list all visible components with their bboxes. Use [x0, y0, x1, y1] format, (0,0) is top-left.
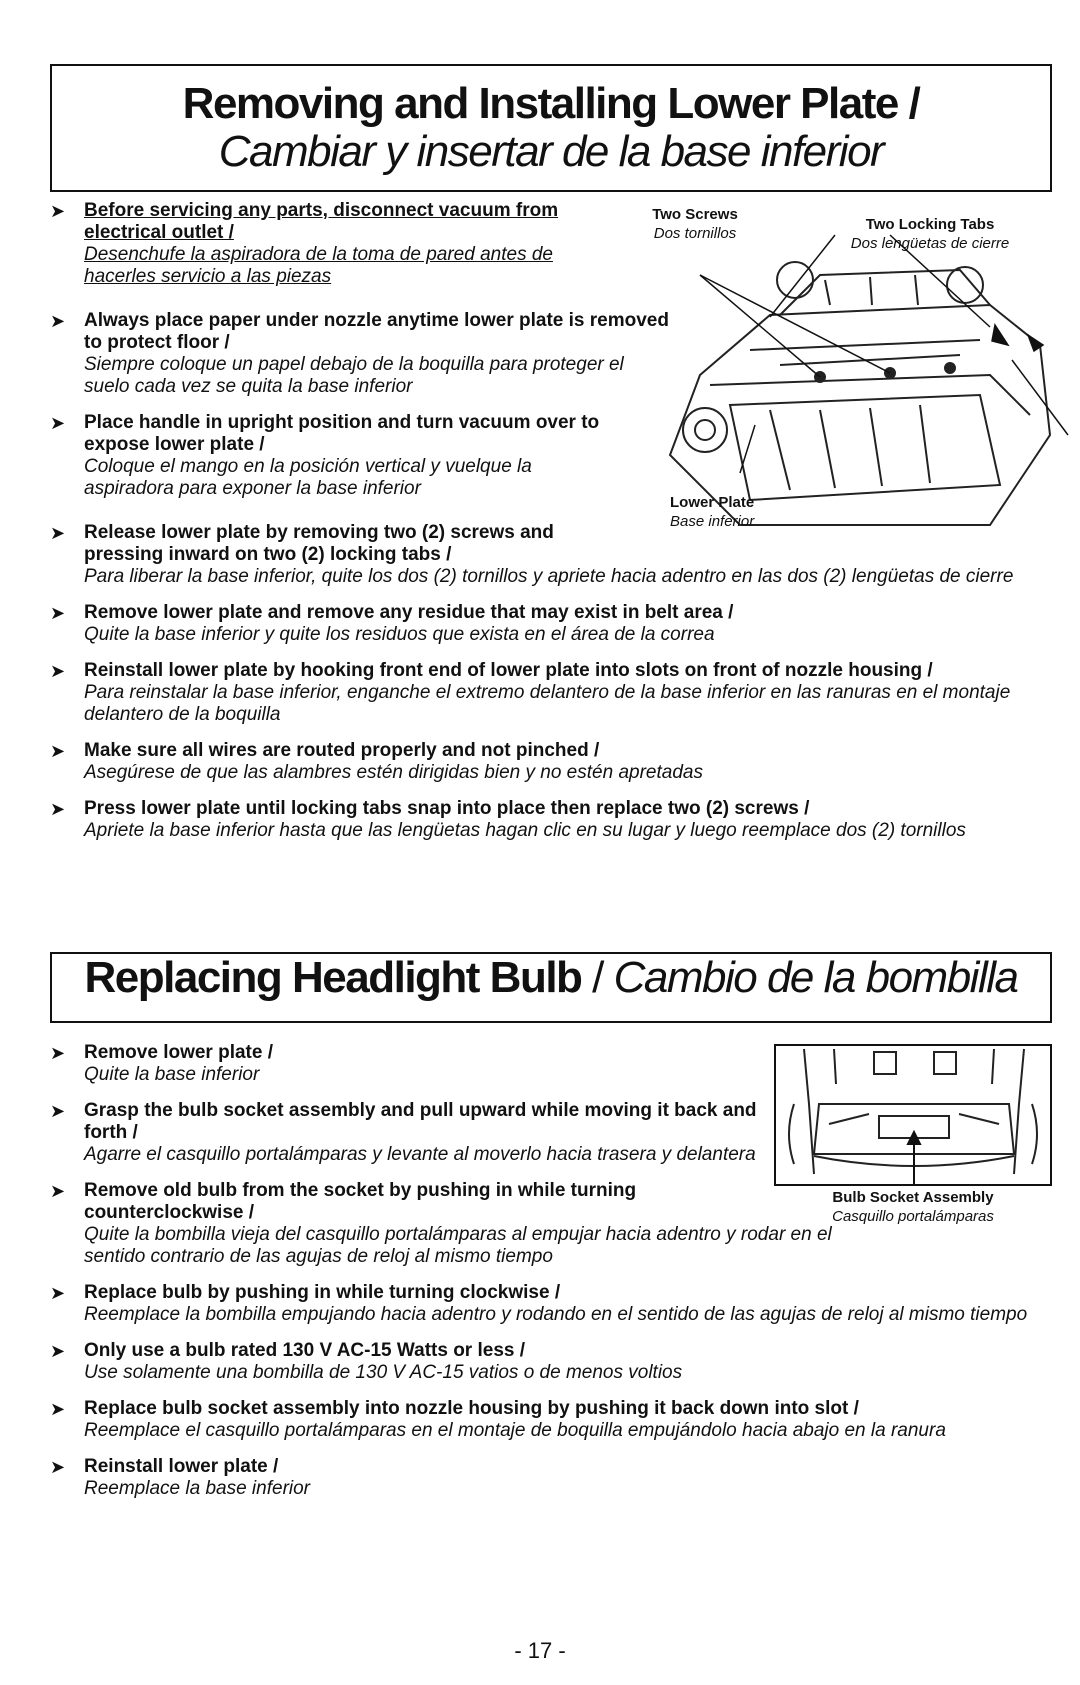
- bulb-socket-illustration: [774, 1044, 1052, 1186]
- step-en: Remove old bulb from the socket by pushing in while turning counterclockwise /: [84, 1180, 637, 1223]
- screws-label: [650, 205, 740, 243]
- arrow-bullet-icon: ➤: [50, 1399, 66, 1419]
- locking-tabs-label-en: Two Locking Tabs: [865, 216, 995, 233]
- step-es: Coloque el mango en la posición vertical y vuelque la aspiradora para exponer la base inferior: [84, 456, 532, 499]
- step-es: Use solamente una bombilla de 130 V AC-15 vatios o de menos voltios: [84, 1362, 683, 1383]
- arrow-bullet-icon: ➤: [50, 603, 66, 623]
- step-en: Only use a bulb rated 130 V AC-15 Watts or less /: [84, 1340, 526, 1361]
- arrow-bullet-icon: ➤: [50, 1101, 66, 1121]
- step-reinstall-plate: [50, 660, 1040, 726]
- arrow-bullet-icon: ➤: [50, 311, 66, 331]
- step-es: Quite la base inferior: [84, 1064, 260, 1085]
- step-es: Reemplace la base inferior: [84, 1478, 311, 1499]
- bulb-socket-label-es: Casquillo portalámparas: [832, 1208, 994, 1225]
- step-en: Release lower plate by removing two (2) screws and pressing inward on two (2) locking tabs /: [84, 522, 554, 565]
- step-en: Reinstall lower plate by hooking front end of lower plate into slots on front of nozzle housing /: [84, 660, 933, 681]
- lower-plate-steps-bottom: [50, 522, 1040, 842]
- step-es: Quite la base inferior y quite los residuos que exista en el área de la correa: [84, 624, 715, 645]
- arrow-bullet-icon: ➤: [50, 741, 66, 761]
- title-english: Replacing Headlight Bulb: [84, 953, 582, 1002]
- step-es: Siempre coloque un papel debajo de la boquilla para proteger el suelo cada vez se quita la base inferior: [84, 354, 624, 397]
- arrow-bullet-icon: ➤: [50, 1283, 66, 1303]
- step-en: Press lower plate until locking tabs snap into place then replace two (2) screws /: [84, 798, 810, 819]
- step-replace-socket: [50, 1398, 1050, 1442]
- step-en: Remove lower plate /: [84, 1042, 274, 1063]
- step-bulb-rating: [50, 1340, 1050, 1384]
- step-en: Replace bulb by pushing in while turning clockwise /: [84, 1282, 561, 1303]
- arrow-bullet-icon: ➤: [50, 1181, 66, 1201]
- title-spanish: Cambiar y insertar de la base inferior: [218, 127, 884, 176]
- step-es: Para reinstalar la base inferior, enganche el extremo delantero de la base inferior en las ranuras en el montaje delantero de la boquilla: [84, 682, 1011, 725]
- lower-plate-steps-top: [50, 200, 672, 514]
- screws-label-en: Two Screws: [652, 206, 738, 223]
- lower-plate-label-es: Base inferior: [670, 513, 755, 530]
- step-es: Reemplace el casquillo portalámparas en el montaje de boquilla empujándolo hacia abajo en la ranura: [84, 1420, 946, 1441]
- arrow-bullet-icon: ➤: [50, 1457, 66, 1477]
- screws-label-es: Dos tornillos: [653, 225, 737, 242]
- arrow-bullet-icon: ➤: [50, 201, 66, 221]
- step-es: Para liberar la base inferior, quite los dos (2) tornillos y apriete hacia adentro en las dos (2) lengüetas de cierre: [84, 566, 1014, 587]
- section-header-lower-plate: [50, 64, 1052, 192]
- bulb-socket-figure: [774, 1044, 1052, 1244]
- step-reinstall-plate: [50, 1456, 1050, 1500]
- step-check-wires: [50, 740, 1040, 784]
- step-en: Replace bulb socket assembly into nozzle housing by pushing it back down into slot /: [84, 1398, 859, 1419]
- step-en: Before servicing any parts, disconnect vacuum from electrical outlet /: [84, 200, 559, 243]
- step-place-paper: [50, 310, 672, 398]
- title-english: Removing and Installing Lower Plate /: [182, 79, 920, 128]
- step-es: Reemplace la bombilla empujando hacia adentro y rodando en el sentido de las agujas de reloj al mismo tiempo: [84, 1304, 1028, 1325]
- step-disconnect: [50, 200, 672, 288]
- arrow-bullet-icon: ➤: [50, 1341, 66, 1361]
- arrow-bullet-icon: ➤: [50, 661, 66, 681]
- step-replace-bulb: [50, 1282, 1050, 1326]
- page-number: - 17 -: [514, 1638, 566, 1663]
- section-header-headlight-bulb: [50, 952, 1052, 1023]
- section2-title: [52, 954, 1050, 1020]
- step-en: Reinstall lower plate /: [84, 1456, 279, 1477]
- step-remove-residue: [50, 602, 1040, 646]
- step-en: Place handle in upright position and turn vacuum over to expose lower plate /: [84, 412, 600, 455]
- step-es: Agarre el casquillo portalámparas y levante al moverlo hacia trasera y delantera: [84, 1144, 756, 1165]
- locking-tabs-label: [810, 215, 1050, 253]
- step-en: Grasp the bulb socket assembly and pull upward while moving it back and forth /: [84, 1100, 757, 1143]
- step-es: Desenchufe la aspiradora de la toma de pared antes de hacerles servicio a las piezas: [84, 244, 553, 287]
- locking-tabs-label-es: Dos lengüetas de cierre: [850, 235, 1010, 252]
- step-handle-upright: [50, 412, 672, 500]
- lower-plate-figure: [652, 205, 1070, 545]
- bulb-socket-label: [774, 1188, 1052, 1226]
- lower-plate-label-en: Lower Plate: [670, 494, 755, 511]
- step-es: Quite la bombilla vieja del casquillo portalámparas al empujar hacia adentro y rodar en el sentido contrario de las agujas de reloj al mismo tiempo: [84, 1224, 832, 1267]
- step-press-plate: [50, 798, 1040, 842]
- lower-plate-label: [670, 493, 754, 531]
- step-es: Apriete la base inferior hasta que las lengüetas hagan clic en su lugar y luego reemplace dos (2) tornillos: [84, 820, 966, 841]
- title-separator: /: [581, 953, 614, 1002]
- arrow-bullet-icon: ➤: [50, 799, 66, 819]
- step-es: Asegúrese de que las alambres estén dirigidas bien y no estén apretadas: [84, 762, 703, 783]
- title-spanish: Cambio de la bombilla: [613, 953, 1018, 1002]
- step-en: Always place paper under nozzle anytime lower plate is removed to protect floor /: [84, 310, 669, 353]
- arrow-bullet-icon: ➤: [50, 523, 66, 543]
- step-en: Make sure all wires are routed properly and not pinched /: [84, 740, 600, 761]
- arrow-bullet-icon: ➤: [50, 413, 66, 433]
- arrow-bullet-icon: ➤: [50, 1043, 66, 1063]
- bulb-socket-label-en: Bulb Socket Assembly: [832, 1189, 994, 1206]
- step-en: Remove lower plate and remove any residue that may exist in belt area /: [84, 602, 734, 623]
